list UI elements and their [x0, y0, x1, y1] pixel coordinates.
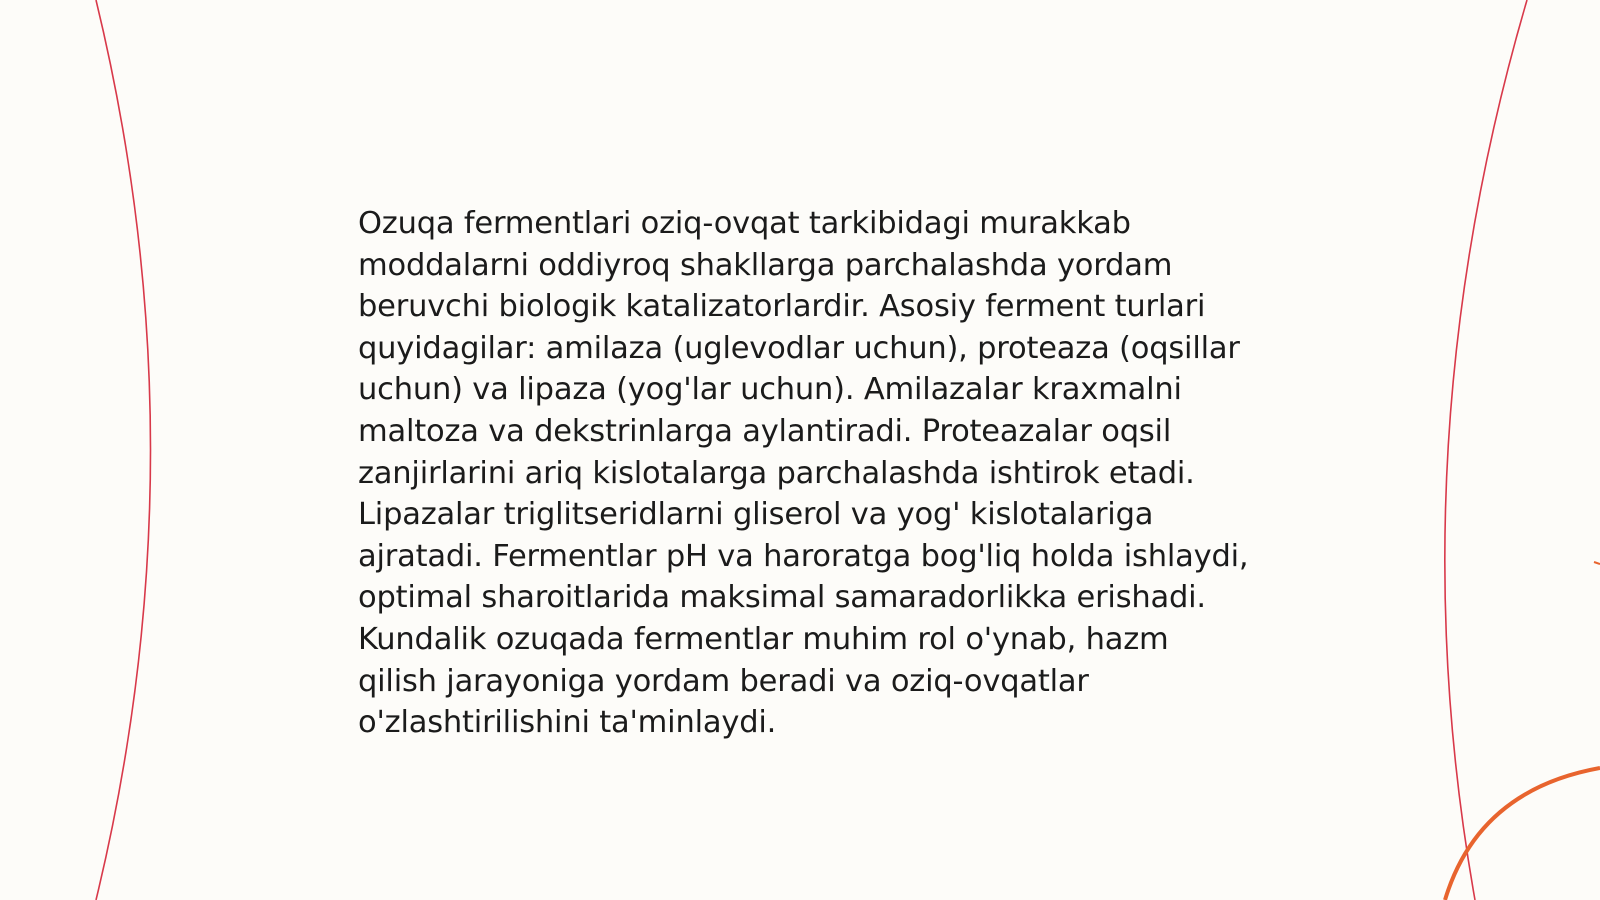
accent-arc	[1445, 768, 1600, 900]
slide-body-text: Ozuqa fermentlari oziq-ovqat tarkibidagi murakkab moddalarni oddiyroq shakllarga parchalashda yordam beruvchi biologik katalizatorlardir. Asosiy ferment turlari quyidagilar: amilaza (uglevodlar uchun), proteaza (oqsillar uchun) va lipaza (yog'lar uchun). Amilazalar kraxmalni maltoza va dekstrinlarga aylantiradi. Proteazalar oqsil zanjirlarini ariq kislotalarga parchalashda ishtirok etadi. Lipazalar triglitseridlarni gliserol va yog' kislotalariga ajratadi. Fermentlar pH va haroratga bog'liq holda ishlaydi, optimal sharoitlarida maksimal samaradorlikka erishadi. Kundalik ozuqada fermentlar muhim rol o'ynab, hazm qilish jarayoniga yordam beradi va oziq-ovqatlar o'zlashtirilishini ta'minlaydi.	[358, 206, 1249, 741]
left-curve-line	[96, 0, 151, 900]
accent-tick	[1594, 562, 1600, 564]
right-curve-line	[1445, 0, 1527, 900]
